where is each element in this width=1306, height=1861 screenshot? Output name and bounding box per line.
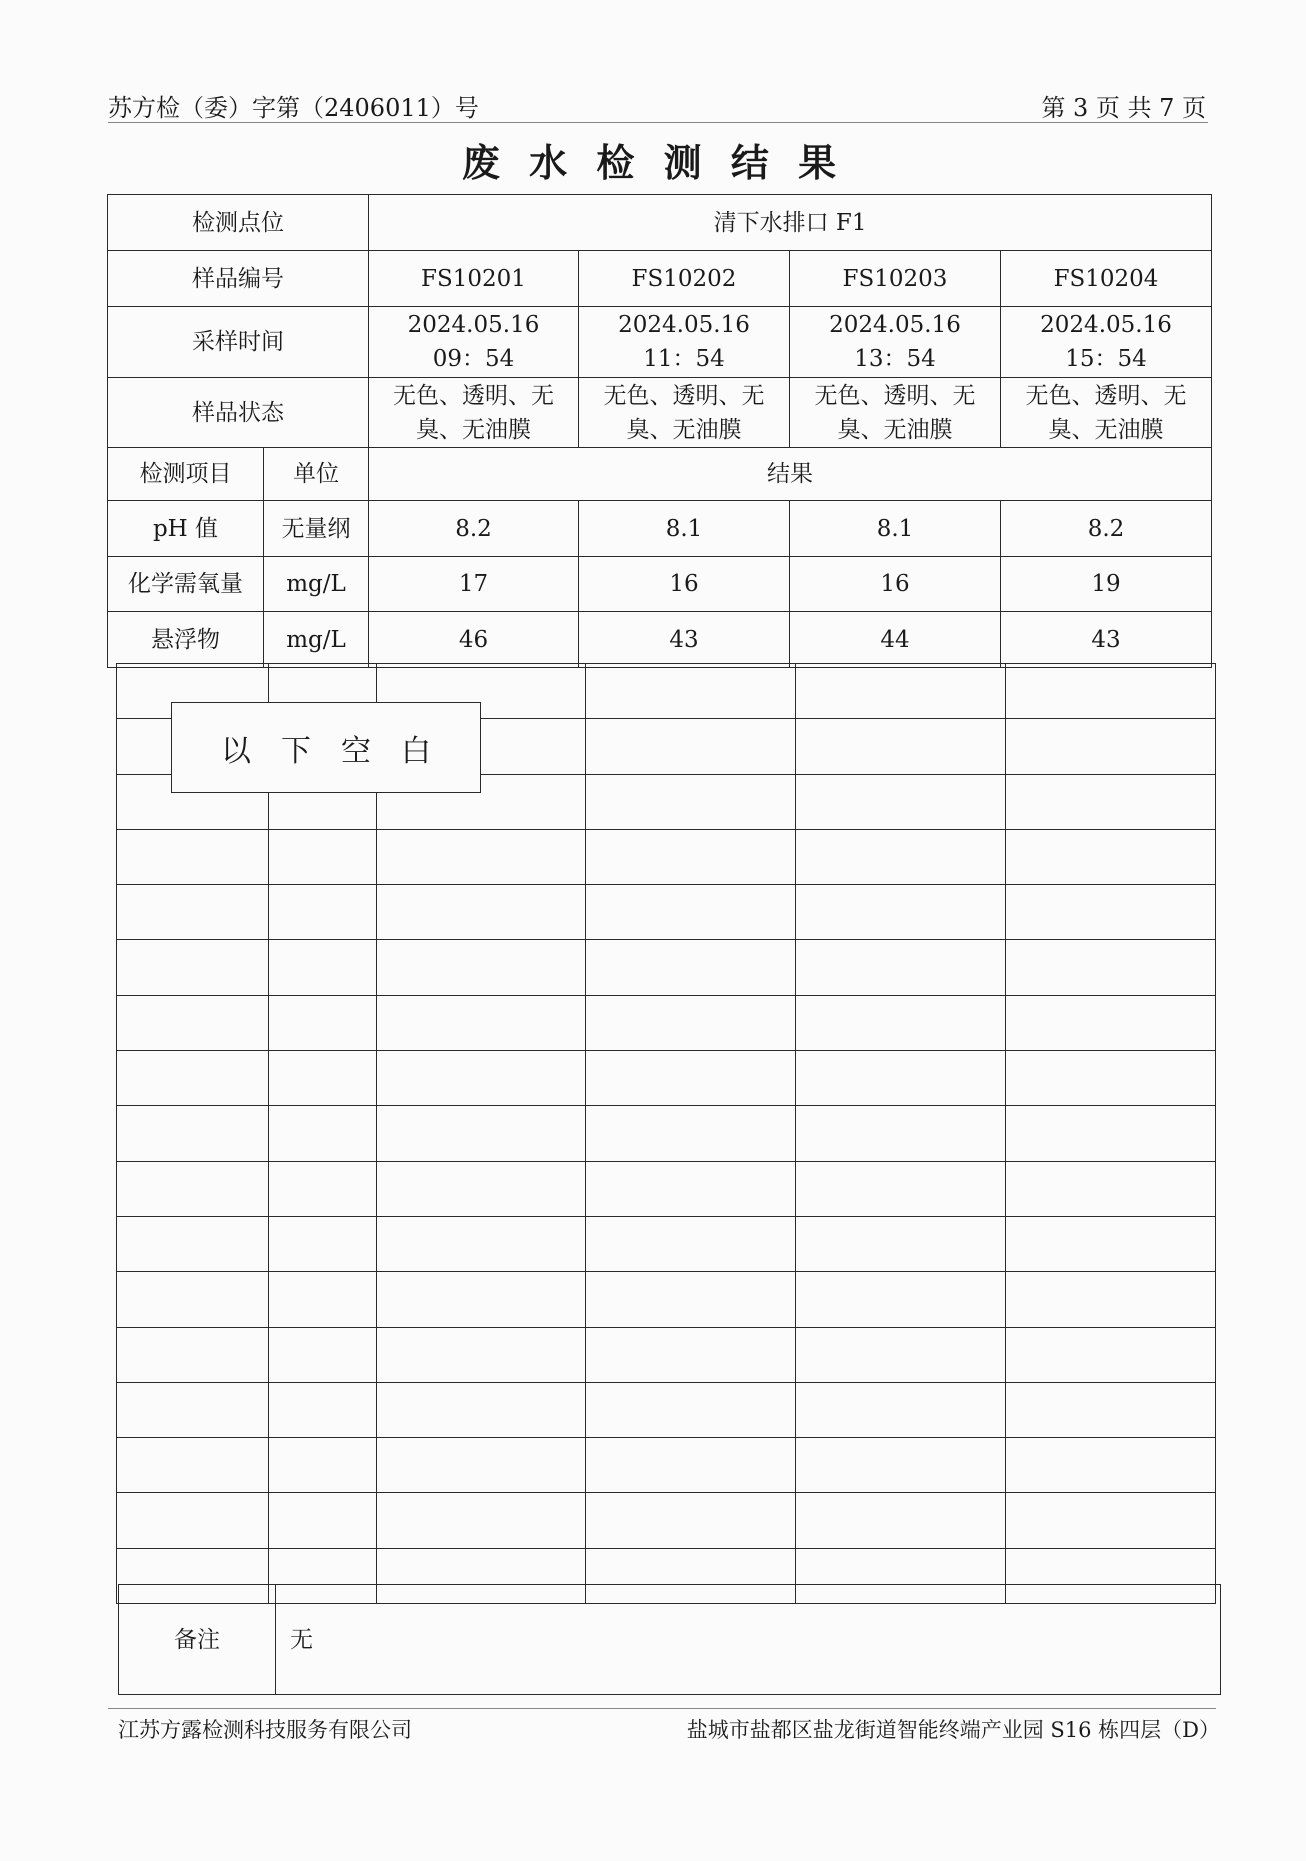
company-address: 盐城市盐都区盐龙街道智能终端产业园 S16 栋四层（D）: [686, 1718, 1220, 1742]
empty-cell: [117, 1161, 269, 1216]
empty-row: [117, 1272, 1216, 1327]
sample-time-cell: [1001, 307, 1212, 378]
table-row: [108, 612, 1212, 668]
empty-row: [117, 885, 1216, 940]
empty-cell: [269, 995, 377, 1050]
empty-cell: [586, 774, 796, 829]
empty-cell: [117, 940, 269, 995]
empty-cell: [377, 1493, 586, 1548]
item-header: 检测项目: [108, 448, 264, 501]
sample-time: 13：54: [854, 346, 936, 372]
state-line: 臭、无油膜: [837, 416, 953, 443]
empty-cell: [1006, 1051, 1216, 1106]
empty-cell: [796, 774, 1006, 829]
empty-cell: [117, 1272, 269, 1327]
result-value: 8.2: [369, 501, 579, 557]
sample-state-cell: [1001, 378, 1212, 448]
result-value: 16: [579, 557, 790, 612]
empty-cell: [117, 829, 269, 884]
empty-cell: [586, 1106, 796, 1161]
empty-cell: [1006, 1493, 1216, 1548]
item-unit: 无量纲: [264, 501, 369, 557]
empty-cell: [1006, 1161, 1216, 1216]
sample-time: 15：54: [1065, 346, 1147, 372]
empty-cell: [796, 1438, 1006, 1493]
blank-below-stamp: 以下空白: [171, 702, 481, 793]
company-name: 江苏方露检测科技服务有限公司: [118, 1718, 412, 1742]
item-name: 化学需氧量: [108, 557, 264, 612]
empty-cell: [796, 940, 1006, 995]
sample-time: 09：54: [432, 346, 515, 372]
empty-cell: [796, 664, 1006, 719]
sample-time-row: [108, 307, 1212, 378]
result-value: 43: [1001, 612, 1212, 668]
empty-cell: [1006, 885, 1216, 940]
empty-cell: [117, 1327, 269, 1382]
empty-cell: [269, 829, 377, 884]
empty-cell: [377, 940, 586, 995]
sample-time-cell: [369, 307, 579, 378]
sample-state-label: 样品状态: [108, 378, 369, 448]
empty-cell: [586, 1161, 796, 1216]
header-divider: [108, 122, 1208, 123]
empty-cell: [586, 995, 796, 1050]
result-value: 43: [579, 612, 790, 668]
empty-cell: [796, 1493, 1006, 1548]
empty-cell: [796, 1327, 1006, 1382]
empty-cell: [796, 1272, 1006, 1327]
empty-cell: [1006, 1106, 1216, 1161]
empty-cell: [117, 1493, 269, 1548]
sample-state-cell: [369, 378, 579, 448]
sample-date: 2024.05.16: [829, 312, 961, 338]
empty-cell: [586, 885, 796, 940]
sample-date: 2024.05.16: [618, 312, 750, 338]
sample-time-cell: [790, 307, 1001, 378]
remark-value: 无: [276, 1585, 1221, 1695]
sample-no-label: 样品编号: [108, 251, 369, 307]
empty-cell: [1006, 664, 1216, 719]
empty-row: [117, 940, 1216, 995]
state-line: 臭、无油膜: [416, 416, 531, 443]
result-value: 8.2: [1001, 501, 1212, 557]
sample-no-cell: FS10204: [1001, 251, 1212, 307]
result-header: 结果: [369, 448, 1212, 501]
remark-row: [119, 1585, 1221, 1695]
state-line: 无色、透明、无: [393, 382, 554, 409]
empty-cell: [117, 1051, 269, 1106]
table-row: [108, 557, 1212, 612]
empty-row: [117, 1438, 1216, 1493]
empty-cell: [117, 995, 269, 1050]
blank-grid: [116, 663, 1216, 1604]
sample-state-cell: [579, 378, 790, 448]
sample-time-cell: [579, 307, 790, 378]
empty-cell: [269, 1327, 377, 1382]
results-table: [107, 194, 1212, 668]
empty-cell: [586, 940, 796, 995]
empty-cell: [117, 1438, 269, 1493]
empty-cell: [796, 1106, 1006, 1161]
empty-row: [117, 1216, 1216, 1271]
empty-cell: [586, 1327, 796, 1382]
item-unit: mg/L: [264, 557, 369, 612]
empty-row: [117, 995, 1216, 1050]
empty-cell: [269, 1272, 377, 1327]
empty-cell: [1006, 774, 1216, 829]
empty-cell: [586, 1216, 796, 1271]
result-value: 44: [790, 612, 1001, 668]
empty-cell: [117, 1106, 269, 1161]
empty-cell: [269, 885, 377, 940]
report-number: 苏方检（委）字第（2406011）号: [108, 94, 479, 122]
empty-cell: [1006, 719, 1216, 774]
result-value: 19: [1001, 557, 1212, 612]
empty-cell: [586, 1382, 796, 1437]
empty-cell: [269, 1382, 377, 1437]
empty-row: [117, 1382, 1216, 1437]
empty-cell: [1006, 1272, 1216, 1327]
sample-time-label: 采样时间: [108, 307, 369, 378]
empty-row: [117, 1493, 1216, 1548]
result-value: 8.1: [790, 501, 1001, 557]
empty-cell: [377, 829, 586, 884]
empty-cell: [377, 1161, 586, 1216]
empty-cell: [269, 1216, 377, 1271]
item-name: pH 值: [108, 501, 264, 557]
empty-cell: [377, 1382, 586, 1437]
sample-no-row: [108, 251, 1212, 307]
empty-cell: [586, 1051, 796, 1106]
empty-cell: [586, 829, 796, 884]
empty-cell: [269, 1161, 377, 1216]
empty-cell: [1006, 1216, 1216, 1271]
empty-cell: [269, 940, 377, 995]
empty-cell: [377, 995, 586, 1050]
footer-divider: [108, 1708, 1216, 1709]
sample-date: 2024.05.16: [1040, 312, 1172, 338]
empty-cell: [796, 1216, 1006, 1271]
page-title: 废 水 检 测 结 果: [461, 140, 845, 185]
sample-time: 11：54: [643, 346, 725, 372]
unit-header: 单位: [264, 448, 369, 501]
empty-cell: [377, 1051, 586, 1106]
empty-cell: [586, 1493, 796, 1548]
empty-cell: [796, 1161, 1006, 1216]
empty-cell: [269, 1106, 377, 1161]
empty-row: [117, 1161, 1216, 1216]
column-header-row: [108, 448, 1212, 501]
sample-no-cell: FS10201: [369, 251, 579, 307]
empty-row: [117, 1106, 1216, 1161]
empty-cell: [377, 1216, 586, 1271]
empty-cell: [796, 1382, 1006, 1437]
item-name: 悬浮物: [108, 612, 264, 668]
empty-cell: [269, 1051, 377, 1106]
empty-cell: [586, 1438, 796, 1493]
empty-cell: [586, 719, 796, 774]
empty-row: [117, 829, 1216, 884]
result-value: 8.1: [579, 501, 790, 557]
empty-cell: [1006, 1438, 1216, 1493]
state-line: 无色、透明、无: [603, 382, 765, 409]
state-line: 臭、无油膜: [1048, 416, 1164, 443]
site-row: [108, 195, 1212, 251]
empty-cell: [377, 1106, 586, 1161]
state-line: 无色、透明、无: [1025, 382, 1187, 409]
sample-state-row: [108, 378, 1212, 448]
empty-cell: [586, 1272, 796, 1327]
sample-no-cell: FS10202: [579, 251, 790, 307]
sample-state-cell: [790, 378, 1001, 448]
empty-cell: [586, 664, 796, 719]
empty-cell: [796, 719, 1006, 774]
empty-row: [117, 1051, 1216, 1106]
sample-date: 2024.05.16: [407, 312, 540, 338]
result-value: 46: [369, 612, 579, 668]
empty-cell: [117, 1216, 269, 1271]
empty-cell: [269, 1493, 377, 1548]
page-indicator: 第 3 页 共 7 页: [1041, 94, 1206, 122]
result-value: 16: [790, 557, 1001, 612]
state-line: 臭、无油膜: [626, 416, 742, 443]
empty-cell: [1006, 995, 1216, 1050]
empty-cell: [1006, 1327, 1216, 1382]
empty-cell: [796, 829, 1006, 884]
remark-table: [118, 1584, 1221, 1695]
empty-cell: [117, 885, 269, 940]
result-value: 17: [369, 557, 579, 612]
empty-cell: [1006, 940, 1216, 995]
empty-cell: [796, 995, 1006, 1050]
empty-cell: [269, 1438, 377, 1493]
state-line: 无色、透明、无: [814, 382, 976, 409]
item-unit: mg/L: [264, 612, 369, 668]
empty-cell: [377, 885, 586, 940]
sample-no-cell: FS10203: [790, 251, 1001, 307]
site-label: 检测点位: [108, 195, 369, 251]
empty-cell: [796, 885, 1006, 940]
empty-row: [117, 1327, 1216, 1382]
empty-cell: [1006, 829, 1216, 884]
empty-cell: [796, 1051, 1006, 1106]
empty-cell: [117, 1382, 269, 1437]
empty-cell: [377, 1327, 586, 1382]
remark-label: 备注: [119, 1585, 276, 1695]
table-row: [108, 501, 1212, 557]
empty-cell: [1006, 1382, 1216, 1437]
site-value: 清下水排口 F1: [369, 195, 1212, 251]
empty-cell: [377, 1272, 586, 1327]
empty-cell: [377, 1438, 586, 1493]
